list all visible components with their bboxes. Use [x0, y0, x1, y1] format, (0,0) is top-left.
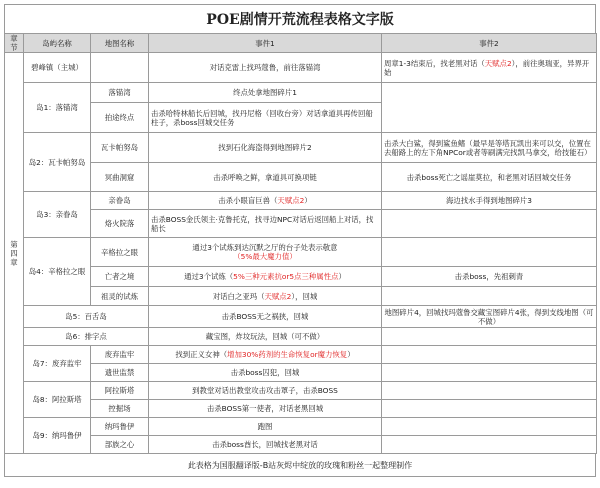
table-row	[5, 418, 597, 436]
island-cell: 岛8：阿拉斯塔	[24, 382, 91, 418]
table-row	[5, 83, 597, 103]
map-cell: 落锚湾	[91, 83, 149, 103]
island-cell: 碧峰镇（主城）	[24, 53, 91, 83]
event1-cell: 对话白之亚玛（天赋点2），回城	[149, 287, 382, 306]
event1-cell: 击杀boss酋长，回城找老黑对话	[149, 436, 382, 454]
map-cell: 部族之心	[91, 436, 149, 454]
island-cell: 岛2：瓦卡帕努岛	[24, 133, 91, 192]
map-cell: 阿拉斯塔	[91, 382, 149, 400]
event2-cell	[382, 400, 597, 418]
event1-cell: 击杀BOSS金氏领主·克鲁托克，找寻边NPC对话后返回船上对话，找船长	[149, 210, 382, 238]
table-row	[5, 133, 597, 163]
event2-cell: 击杀boss死亡之谣崖莫拉，和老黑对话回城交任务	[382, 163, 597, 192]
event1-cell: 通过3个试炼到达沉默之厅的台子处表示敬意 （5%最大魔力值）	[149, 238, 382, 267]
map-cell: 亡者之境	[91, 267, 149, 287]
table-row	[5, 53, 597, 83]
event2-cell: 击杀boss，先祖刺青	[382, 267, 597, 287]
table-row	[5, 382, 597, 400]
event1-cell: 对话克雷上找玛蔻鲁，前往落锚湾	[149, 53, 382, 83]
table-footer: 此表格为国服翻译版-B站灰烬中绽放的玫瑰和粉丝一起整理制作	[4, 454, 596, 477]
header-island: 岛屿名称	[24, 34, 91, 53]
event2-cell	[382, 328, 597, 346]
island-cell: 岛9：纳玛鲁伊	[24, 418, 91, 454]
event1-cell: 找到正义女神（增加30%药剂的生命恢复or魔力恢复）	[149, 346, 382, 364]
map-cell: 烙火院落	[91, 210, 149, 238]
table-row	[5, 163, 597, 192]
map-cell	[91, 53, 149, 83]
map-cell: 辛格拉之眼	[91, 238, 149, 267]
map-cell: 遗世监禁	[91, 364, 149, 382]
event2-cell: 海边找水手得到地图碎片3	[382, 192, 597, 210]
table-row	[5, 267, 597, 287]
flow-table	[4, 33, 597, 454]
event1-cell: 击杀BOSS第一使者，对话老黑回城	[149, 400, 382, 418]
island-cell: 岛4：辛格拉之眼	[24, 238, 91, 306]
event1-cell: 找到石化海盗得到地图碎片2	[149, 133, 382, 163]
event1-cell: 通过3个试炼（5%三种元素抗or5点三种属性点）	[149, 267, 382, 287]
table-row	[5, 287, 597, 306]
map-cell: 亲眷岛	[91, 192, 149, 210]
map-cell: 祖灵的试炼	[91, 287, 149, 306]
event1-cell: 击杀小眼盲巨兽（天赋点2）	[149, 192, 382, 210]
event2-cell	[382, 418, 597, 436]
event2-cell	[382, 238, 597, 267]
map-cell: 废弃监牢	[91, 346, 149, 364]
event2-cell	[382, 210, 597, 238]
table-title: POE剧情开荒流程表格文字版	[4, 4, 596, 33]
island-cell: 岛1：落锚湾	[24, 83, 91, 133]
event1-cell: 跑图	[149, 418, 382, 436]
table-row	[5, 436, 597, 454]
island-cell: 岛5：百舌岛	[24, 306, 149, 328]
event2-cell	[382, 83, 597, 133]
event2-cell	[382, 382, 597, 400]
event1-cell: 藏宝图，炸坟玩法，回城（可不做）	[149, 328, 382, 346]
event2-cell	[382, 364, 597, 382]
map-cell: 瓦卡帕努岛	[91, 133, 149, 163]
header-event1: 事件1	[149, 34, 382, 53]
event2-cell	[382, 436, 597, 454]
chapter-cell	[5, 53, 24, 454]
chapter-label: 第 四 章	[10, 239, 18, 267]
event1-cell: 终点处拿地图碎片1	[149, 83, 382, 103]
header-map: 地图名称	[91, 34, 149, 53]
map-cell: 拍途终点	[91, 103, 149, 133]
island-cell: 岛6：排字点	[24, 328, 149, 346]
event2-cell	[382, 287, 597, 306]
header-row	[5, 34, 597, 53]
map-cell: 纳玛鲁伊	[91, 418, 149, 436]
event1-cell: 击杀BOSS无之祸狭，回城	[149, 306, 382, 328]
event1-cell: 击杀哈特林船长后回城，找丹尼格（回收台旁）对话拿道具再传回船柱子，杀boss回城交任务	[149, 103, 382, 133]
island-cell: 岛3：亲眷岛	[24, 192, 91, 238]
event1-cell: 击杀boss囚犯，回城	[149, 364, 382, 382]
table-row	[5, 328, 597, 346]
event2-cell: 击杀大白鲨，得到鲨鱼鳍（最早是等塔瓦凯出来可以交，位置在去船路上的左下角NPCor或者等刷满完找凯马拿交，给技能石）	[382, 133, 597, 163]
event2-cell	[382, 346, 597, 364]
table-row	[5, 210, 597, 238]
table-row	[5, 306, 597, 328]
table-container	[4, 4, 596, 477]
table-row	[5, 192, 597, 210]
event2-cell: 地图碎片4，回城找玛蔻鲁交藏宝图碎片4张，得到支线地图（可不做）	[382, 306, 597, 328]
map-cell: 冥曲洞窟	[91, 163, 149, 192]
header-event2: 事件2	[382, 34, 597, 53]
table-row	[5, 346, 597, 364]
island-cell: 岛7：废弃监牢	[24, 346, 91, 382]
table-row	[5, 364, 597, 382]
map-cell: 控掘场	[91, 400, 149, 418]
event1-cell: 击杀呼唤之鲜，拿道具可换项链	[149, 163, 382, 192]
event1-cell: 到教堂对话出教堂攻击攻击罩子，击杀BOSS	[149, 382, 382, 400]
table-row	[5, 238, 597, 267]
table-row	[5, 400, 597, 418]
event2-cell: 周章1-3结束后，找老黑对话（天赋点2），前往奥瑞亚，异界开始	[382, 53, 597, 83]
header-chapter: 章节	[5, 34, 24, 53]
